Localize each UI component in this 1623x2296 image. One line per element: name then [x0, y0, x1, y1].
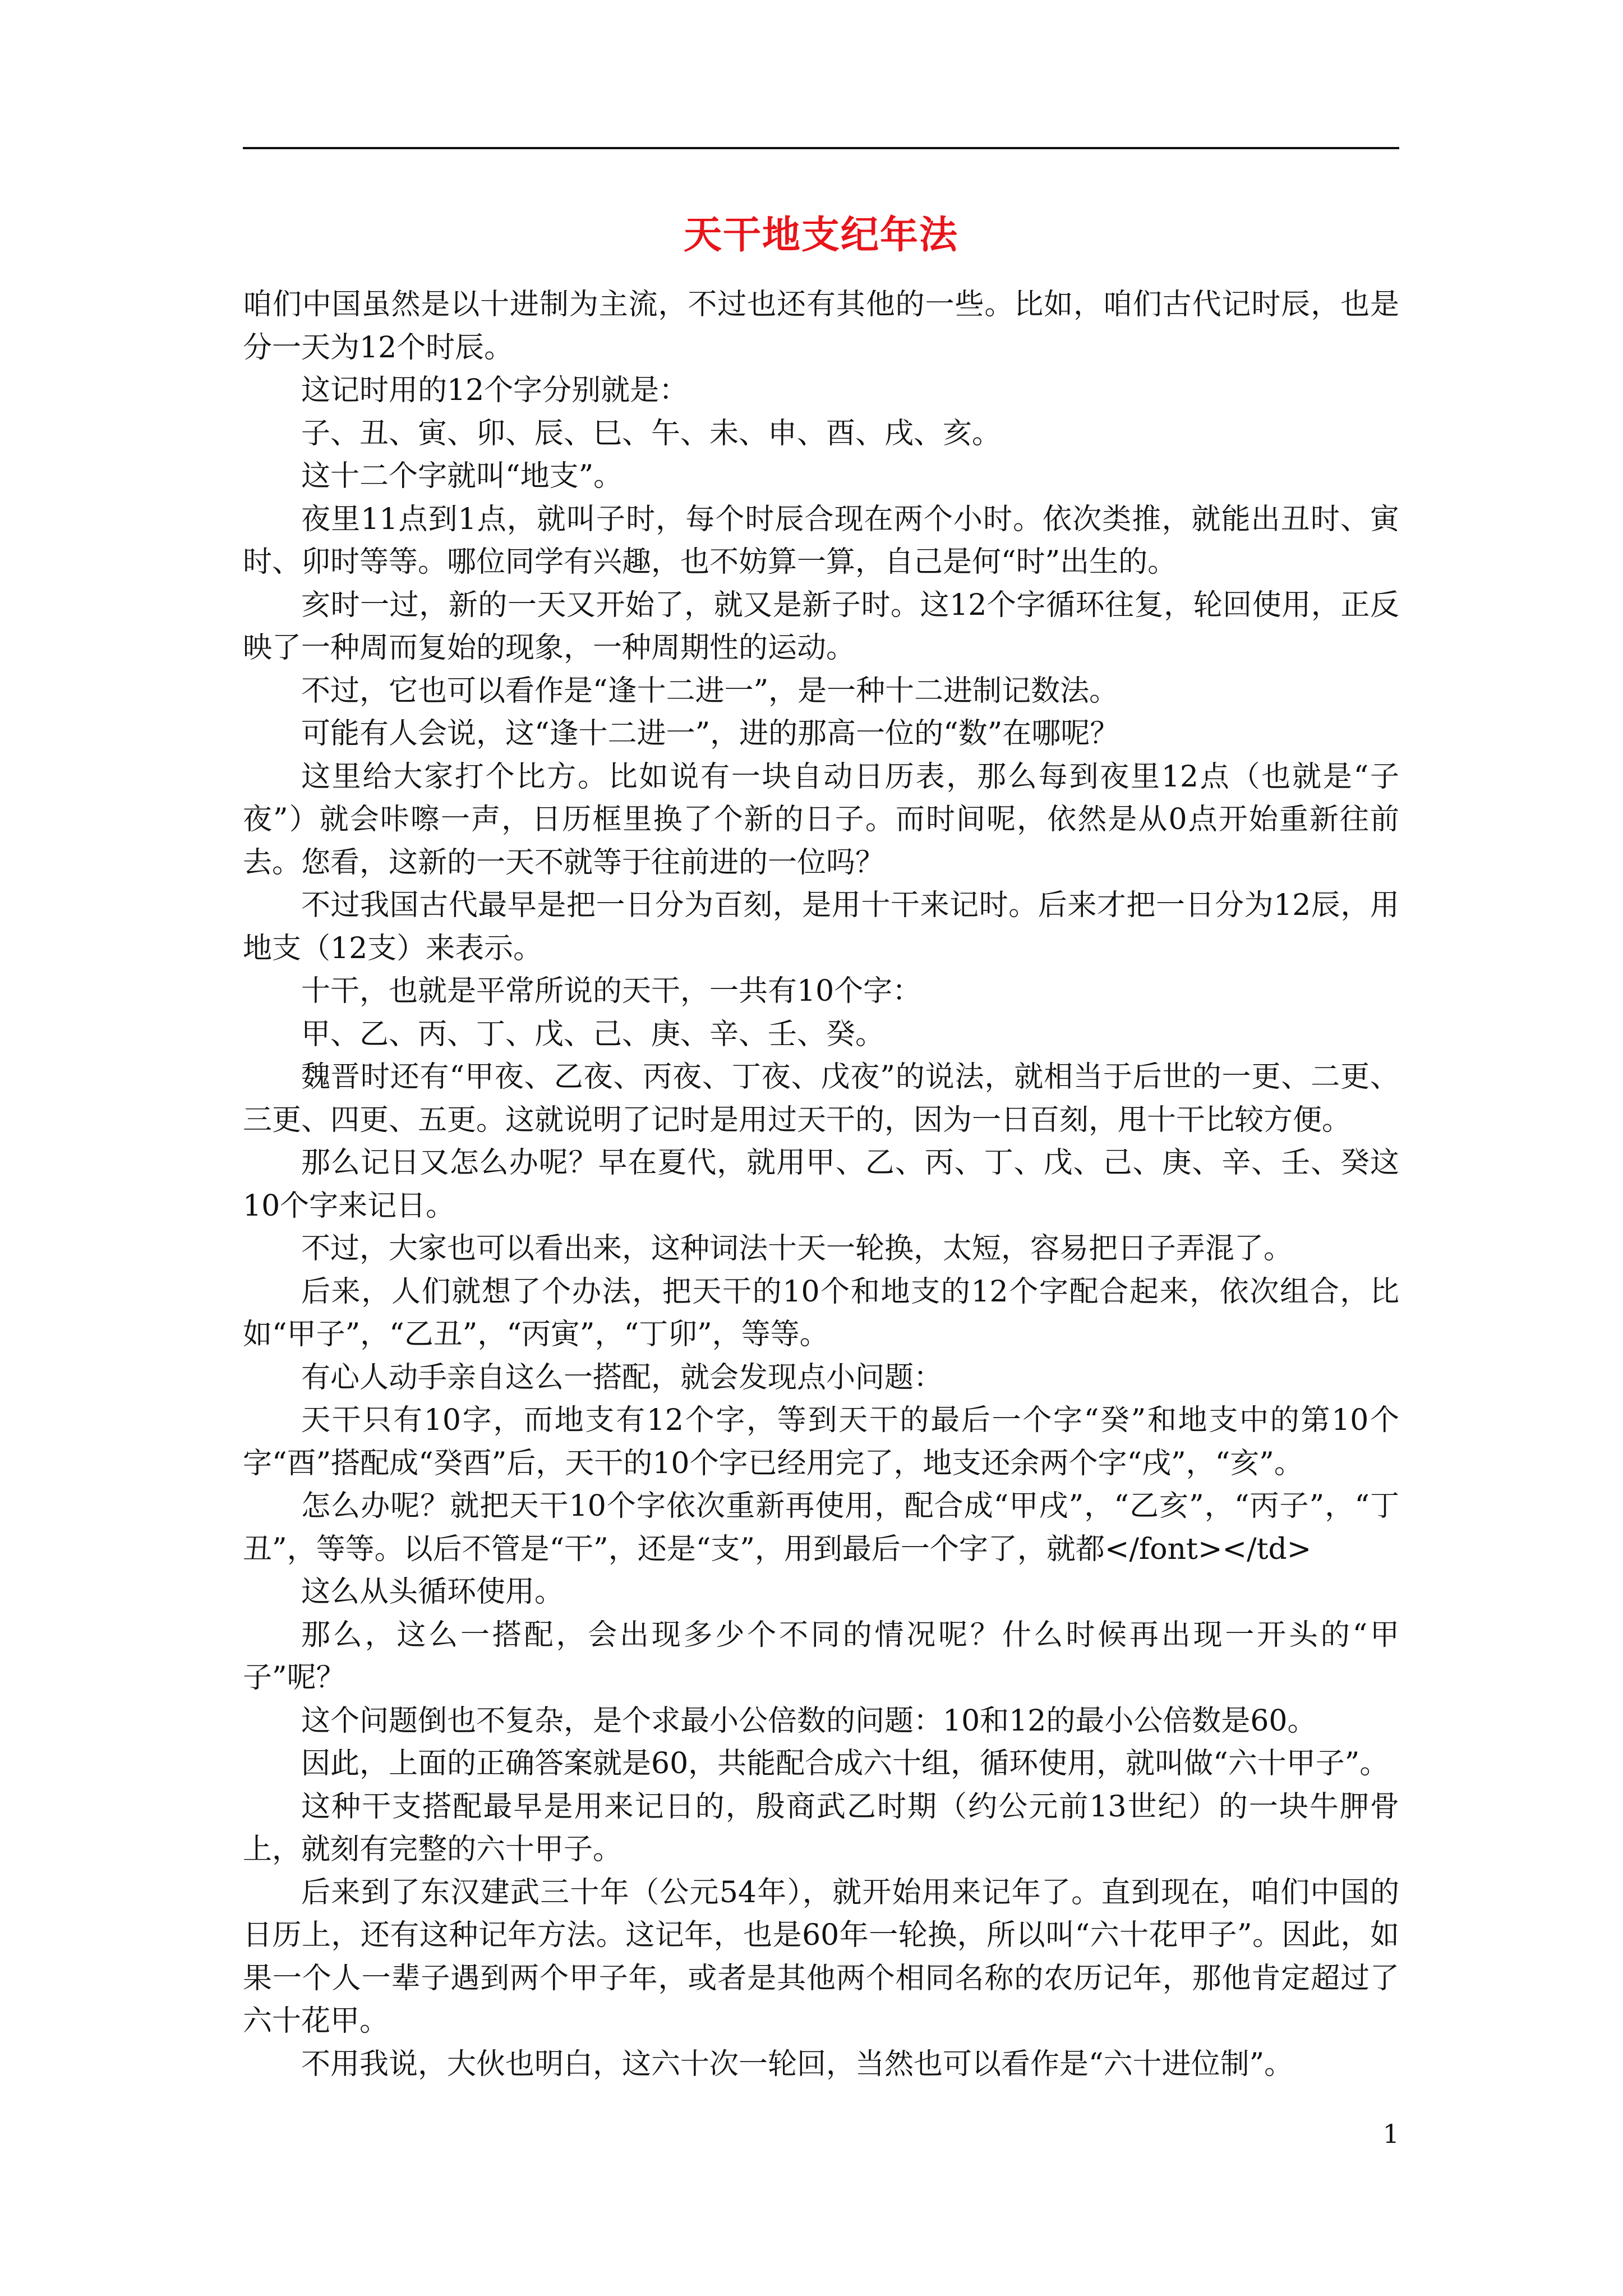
paragraph: 十干，也就是平常所说的天干，一共有10个字：	[301, 974, 922, 1008]
paragraph: 这里给大家打个比方。比如说有一块自动日历表，那么每到夜里12点（也就是“子夜”）就会咔嚓一声，日历框里换了个新的日子。而时间呢，依然是从0点开始重新往前去。您看，这新的一天不就等于往前进的一位吗？	[243, 760, 1399, 880]
paragraph: 不过，大家也可以看出来，这种词法十天一轮换，太短，容易把日子弄混了。	[301, 1232, 1293, 1266]
page-number: 1	[1382, 2119, 1399, 2149]
paragraph: 咱们中国虽然是以十进制为主流，不过也还有其他的一些。比如，咱们古代记时辰，也是分一天为12个时辰。	[243, 288, 1399, 365]
document-title: 天干地支纪年法	[683, 213, 958, 257]
document-body	[243, 283, 1399, 2086]
paragraph: 不用我说，大伙也明白，这六十次一轮回，当然也可以看作是“六十进位制”。	[301, 2047, 1294, 2081]
paragraph: 子、丑、寅、卯、辰、巳、午、未、申、酉、戌、亥。	[301, 416, 1002, 450]
paragraph: 后来到了东汉建武三十年（公元54年），就开始用来记年了。直到现在，咱们中国的日历上，还有这种记年方法。这记年，也是60年一轮换，所以叫“六十花甲子”。因此，如果一个人一辈子遇到两个甲子年，或者是其他两个相同名称的农历记年，那他肯定超过了六十花甲。	[243, 1875, 1399, 2038]
paragraph: 这种干支搭配最早是用来记日的，殷商武乙时期（约公元前13世纪）的一块牛胛骨上，就刻有完整的六十甲子。	[243, 1789, 1399, 1866]
paragraph: 亥时一过，新的一天又开始了，就又是新子时。这12个字循环往复，轮回使用，正反映了一种周而复始的现象，一种周期性的运动。	[243, 588, 1399, 665]
paragraph: 甲、乙、丙、丁、戊、己、庚、辛、壬、癸。	[301, 1017, 885, 1051]
paragraph: 天干只有10字，而地支有12个字，等到天干的最后一个字“癸”和地支中的第10个字“酉”搭配成“癸酉”后，天干的10个字已经用完了，地支还余两个字“戌”，“亥”。	[243, 1404, 1399, 1480]
paragraph: 这十二个字就叫“地支”。	[301, 459, 623, 493]
paragraph: 可能有人会说，这“逢十二进一”，进的那高一位的“数”在哪呢？	[301, 717, 1119, 751]
paragraph: 不过，它也可以看作是“逢十二进一”，是一种十二进制记数法。	[301, 674, 1119, 708]
paragraph: 魏晋时还有“甲夜、乙夜、丙夜、丁夜、戊夜”的说法，就相当于后世的一更、二更、三更、四更、五更。这就说明了记时是用过天干的，因为一日百刻，甩十干比较方便。	[243, 1060, 1399, 1137]
paragraph: 这个问题倒也不复杂，是个求最小公倍数的问题：10和12的最小公倍数是60。	[301, 1704, 1317, 1738]
paragraph: 这么从头循环使用。	[301, 1575, 564, 1609]
paragraph: 这记时用的12个字分别就是：	[301, 374, 689, 407]
paragraph: 后来，人们就想了个办法，把天干的10个和地支的12个字配合起来，依次组合，比如“甲子”，“乙丑”，“丙寅”，“丁卯”，等等。	[243, 1274, 1399, 1351]
paragraph: 夜里11点到1点，就叫子时，每个时辰合现在两个小时。依次类推，就能出丑时、寅时、卯时等等。哪位同学有兴趣，也不妨算一算，自己是何“时”出生的。	[243, 502, 1399, 579]
paragraph: 因此，上面的正确答案就是60，共能配合成六十组，循环使用，就叫做“六十甲子”。	[301, 1747, 1389, 1780]
paragraph: 那么，这么一搭配，会出现多少个不同的情况呢？什么时候再出现一开头的“甲子”呢？	[243, 1618, 1399, 1695]
paragraph: 那么记日又怎么办呢？早在夏代，就用甲、乙、丙、丁、戊、己、庚、辛、壬、癸这10个字来记日。	[243, 1146, 1399, 1223]
paragraph: 不过我国古代最早是把一日分为百刻，是用十干来记时。后来才把一日分为12辰，用地支（12支）来表示。	[243, 889, 1399, 965]
paragraph: 怎么办呢？就把天干10个字依次重新再使用，配合成“甲戌”，“乙亥”，“丙子”，“丁丑”，等等。以后不管是“干”，还是“支”，用到最后一个字了，就都</font></td>	[243, 1489, 1399, 1566]
header-rule	[243, 147, 1399, 149]
paragraph: 有心人动手亲自这么一搭配，就会发现点小问题：	[301, 1360, 943, 1395]
